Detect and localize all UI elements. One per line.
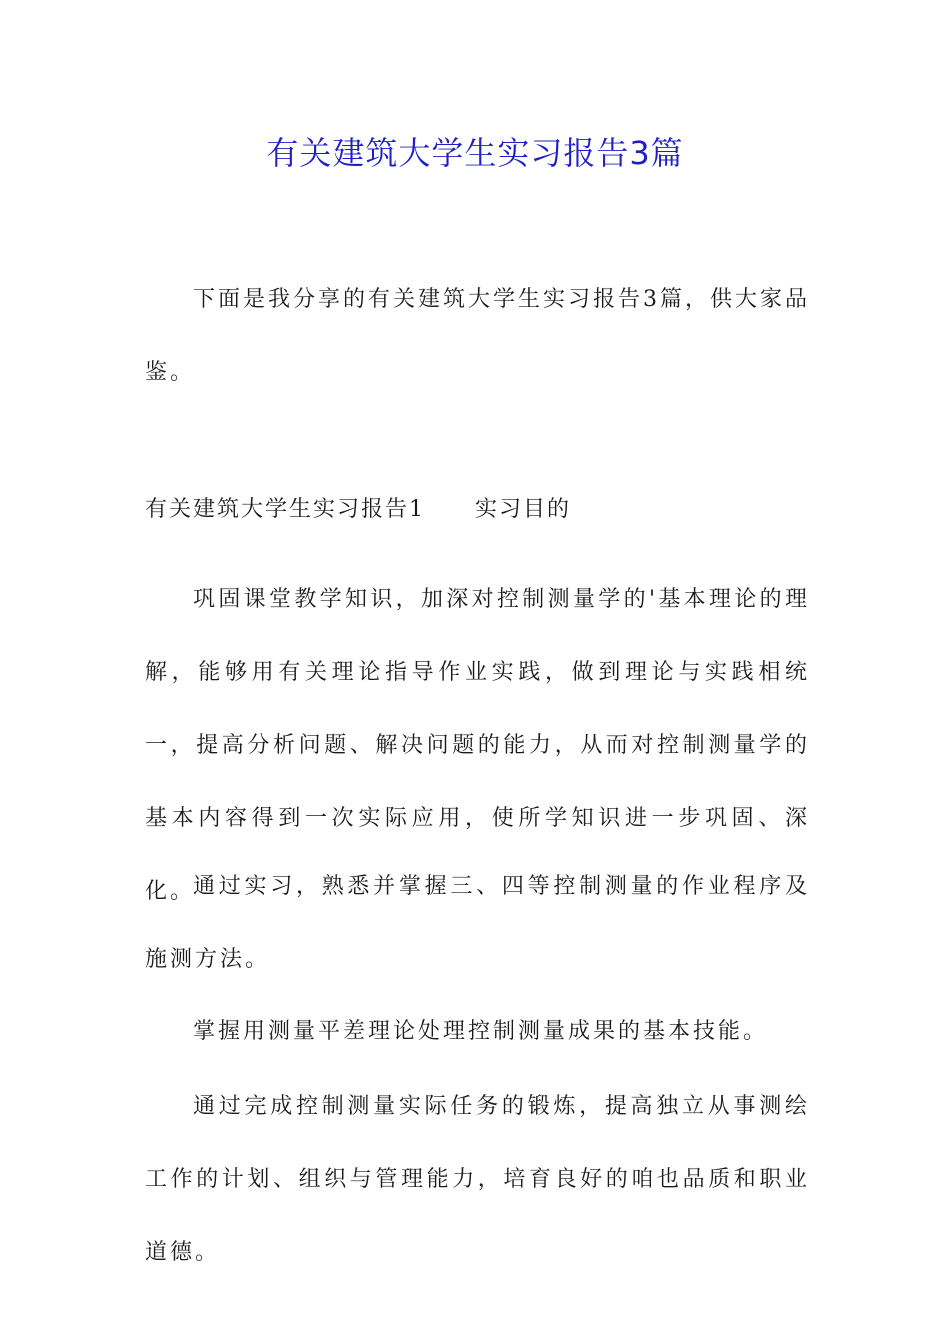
section-subheading: 实习目的: [475, 497, 572, 522]
body-paragraph: 掌握用测量平差理论处理控制测量成果的基本技能。: [193, 1019, 769, 1044]
section-heading: 有关建筑大学生实习报告1: [145, 497, 425, 522]
intro-paragraph: 下面是我分享的有关建筑大学生实习报告3篇，供大家品鉴。: [145, 287, 810, 385]
section-heading-line: [145, 490, 571, 530]
body-paragraph: 通过实习，熟悉并掌握三、四等控制测量的作业程序及施测方法。: [145, 874, 810, 972]
body-paragraph: 巩固课堂教学知识，加深对控制测量学的'基本理论的理解，能够用有关理论指导作业实践，做到理论与实践相统一，提高分析问题、解决问题的能力，从而对控制测量学的基本内容得到一次实际应用，使所学知识进一步巩固、深化。: [145, 587, 810, 904]
body-paragraph: 通过完成控制测量实际任务的锻炼，提高独立从事测绘工作的计划、组织与管理能力，培育良好的咱也品质和职业道德。: [145, 1094, 810, 1265]
document-title: 有关建筑大学生实习报告3篇: [266, 134, 684, 172]
